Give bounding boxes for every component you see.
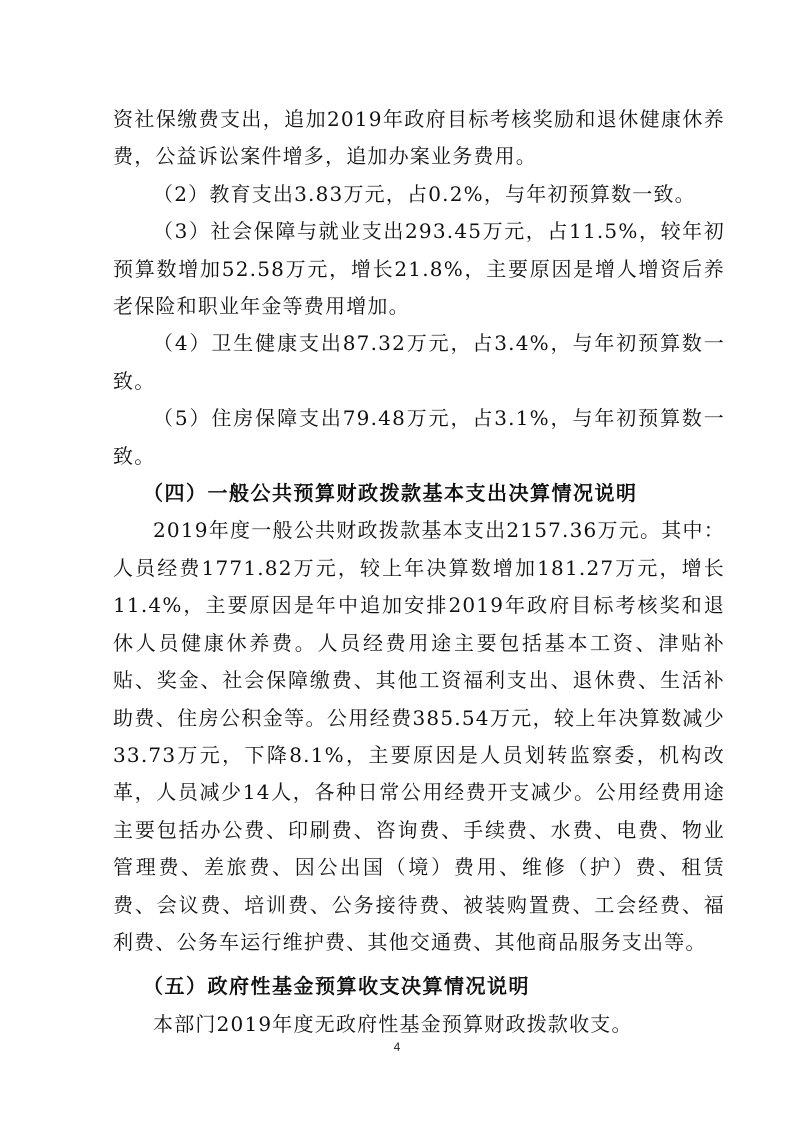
paragraph-education-expense: （2）教育支出3.83万元，占0.2%，与年初预算数一致。 [153,181,696,206]
section-heading-4: （四）一般公共预算财政拨款基本支出决算情况说明 [143,481,638,506]
section-5-body: 本部门2019年度无政府性基金预算财政拨款收支。 [153,1011,633,1036]
section-heading-5: （五）政府性基金预算收支决算情况说明 [143,974,530,999]
section-gap [113,961,725,968]
section-4-body: 2019年度一般公共财政拨款基本支出2157.36万元。其中：人员经费1771.82万元，较上年决算数增加181.27万元，增长11.4%，主要原因是年中追加安排2019年政府目标考核奖和退休人员健康休养费。人员经费用途主要包括基本工资、津贴补贴、奖金、社会保障缴费、其他工资福利支出、退休费、生活补助费、住房公积金等。公用经费385.54万元，较上年决算数减少33.73万元，下降8.1%，主要原因是人员划转监察委，机构改革，人员减少14人，各种日常公用经费开支减少。公用经费用途主要包括办公费、印刷费、咨询费、手续费、水费、电费、物业管理费、差旅费、因公出国（境）费用、维修（护）费、租赁费、会议费、培训费、公务接待费、被装购置费、工会经费、福利费、公务车运行维护费、其他交通费、其他商品服务支出等。 [113,518,725,954]
paragraph-housing-expense: （5）住房保障支出79.48万元，占3.1%，与年初预算数一致。 [113,406,725,468]
paragraph-continued: 资社保缴费支出，追加2019年政府目标考核奖励和退休健康休养费，公益诉讼案件增多，追加办案业务费用。 [113,107,725,169]
paragraph-social-security-expense: （3）社会保障与就业支出293.45万元，占11.5%，较年初预算数增加52.58万元，增长21.8%，主要原因是增人增资后养老保险和职业年金等费用增加。 [113,219,725,319]
document-body [113,101,725,1043]
page-number: 4 [393,1040,401,1054]
paragraph-health-expense: （4）卫生健康支出87.32万元，占3.4%，与年初预算数一致。 [113,331,725,393]
